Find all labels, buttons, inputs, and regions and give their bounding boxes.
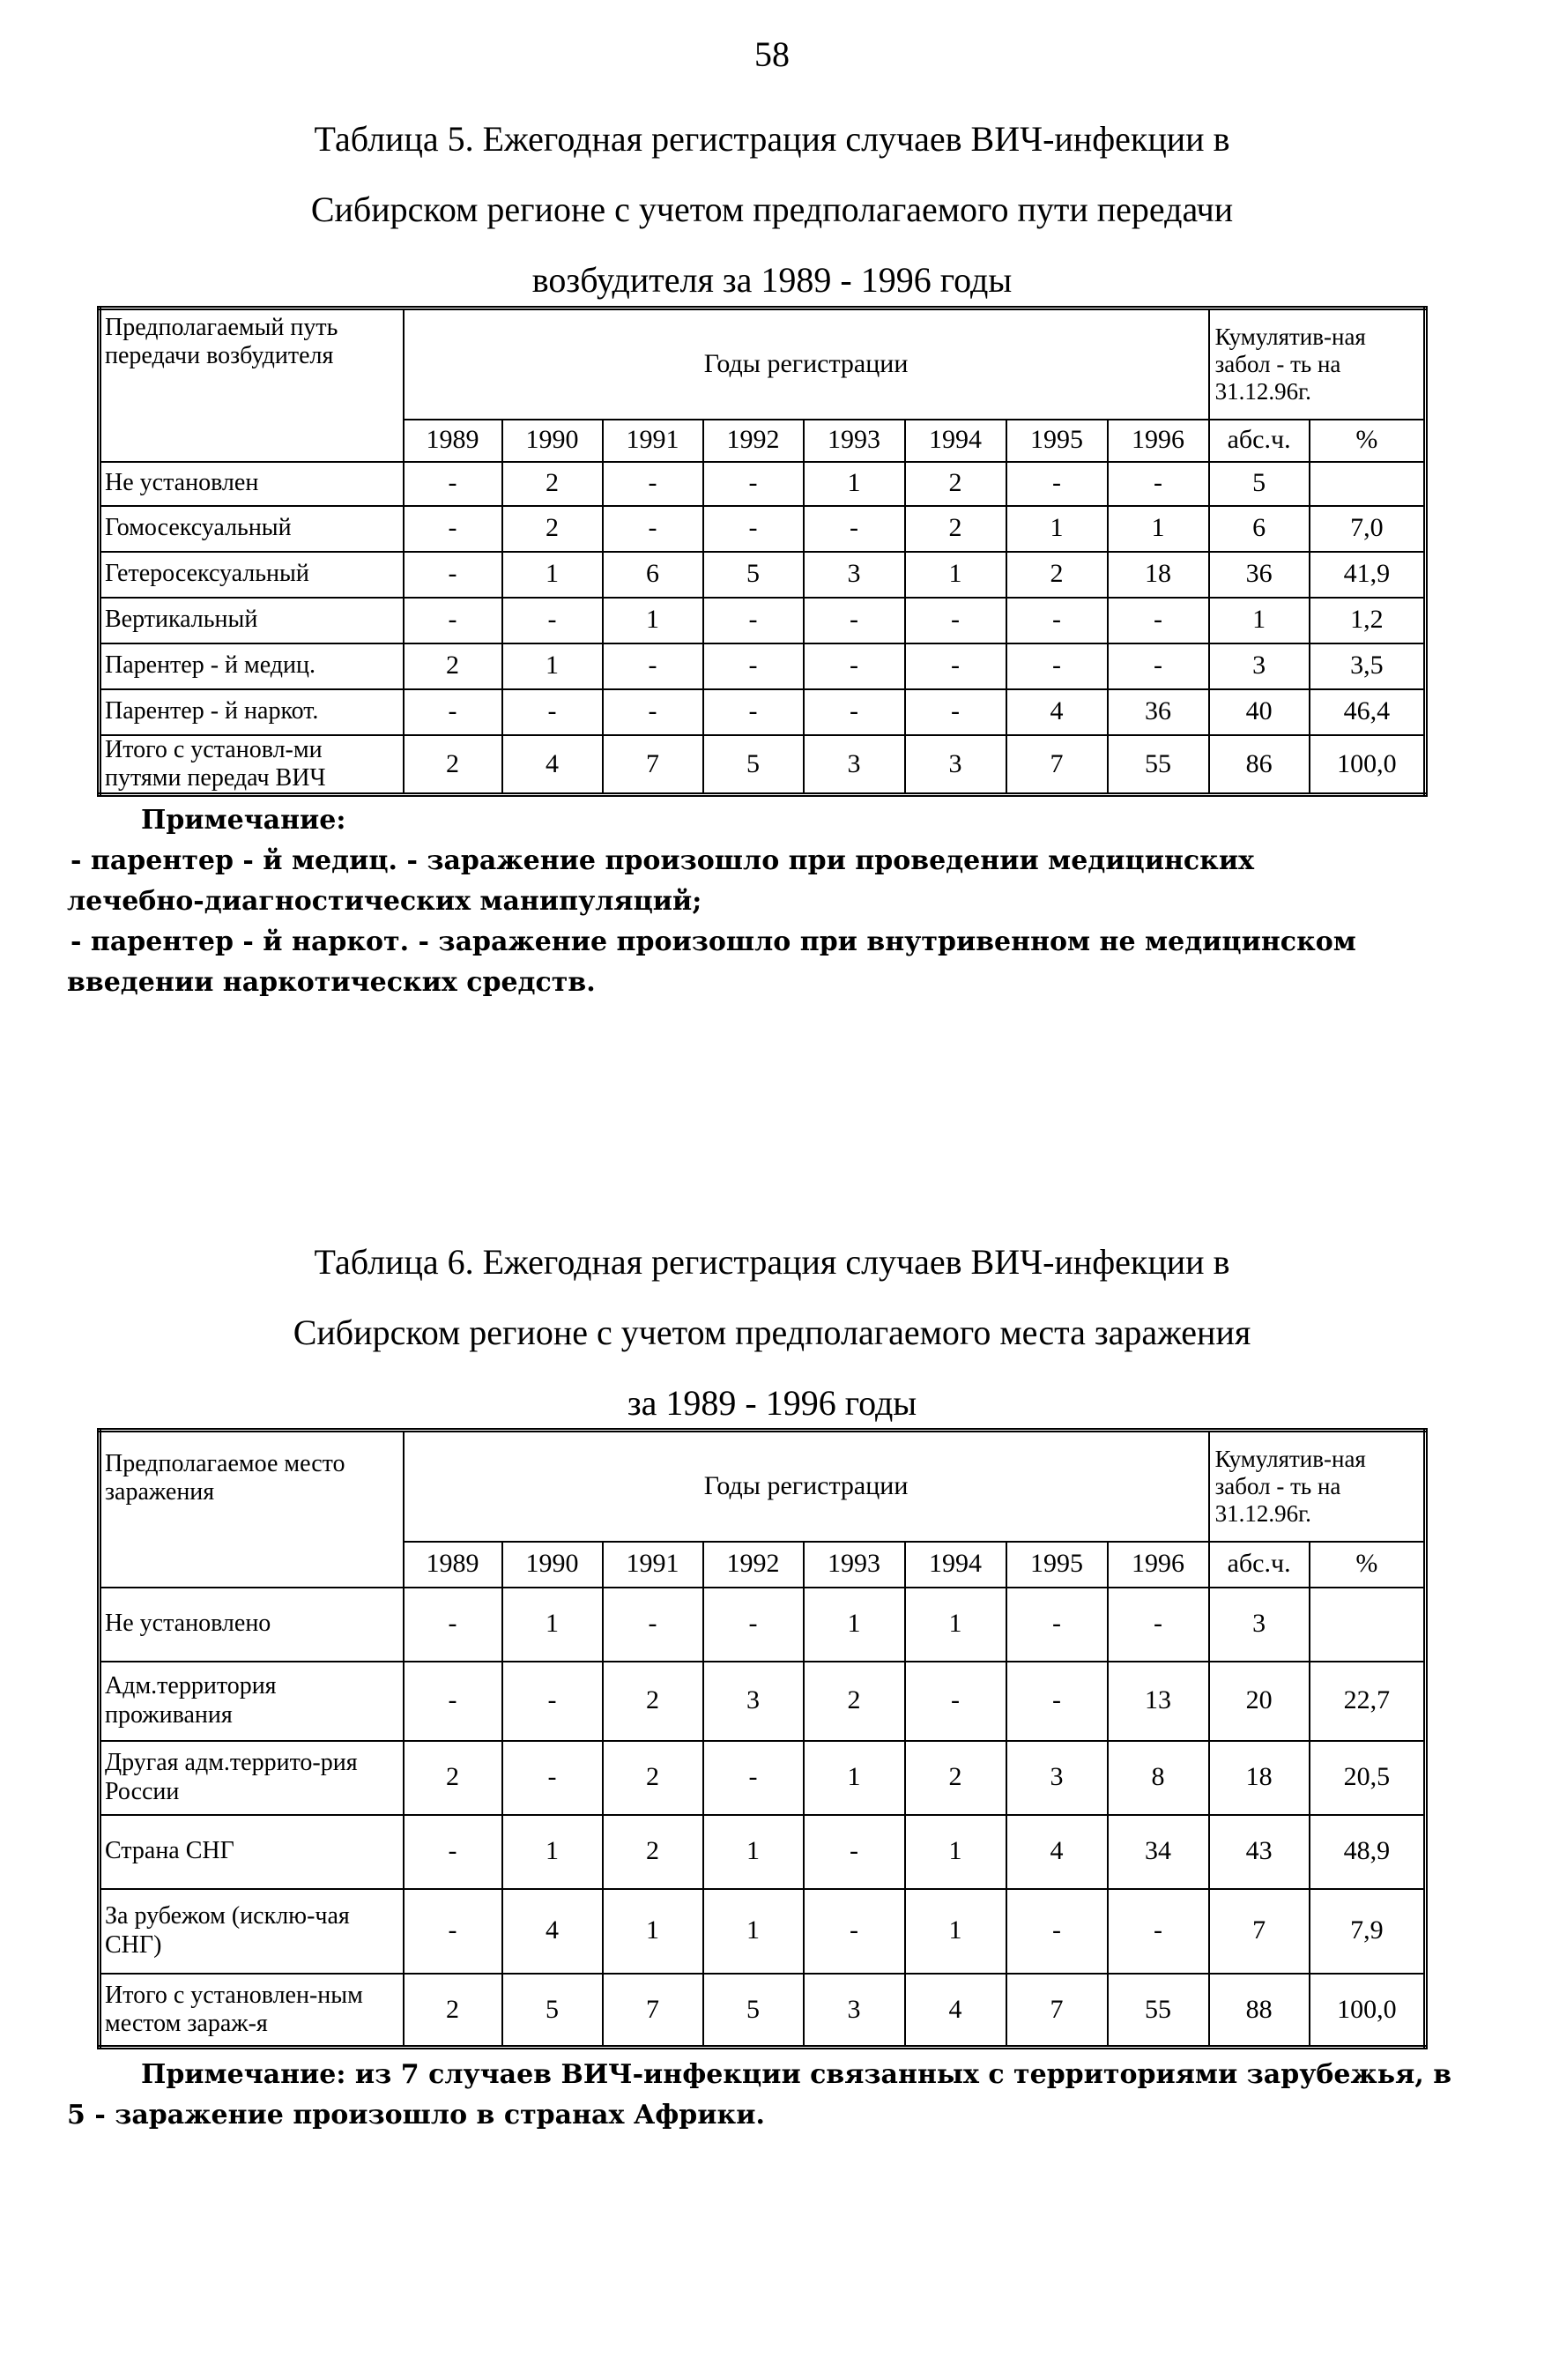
- table5-cell: 36: [1108, 689, 1209, 735]
- table5-cell: 86: [1209, 735, 1310, 795]
- table5-cell: 41,9: [1310, 552, 1426, 598]
- table5-cell: -: [603, 462, 703, 506]
- table6-cell: 8: [1108, 1741, 1209, 1815]
- table6-cell: 34: [1108, 1815, 1209, 1889]
- table6-row-label: Не установлено: [100, 1588, 404, 1662]
- table5-row: [100, 506, 1426, 552]
- table5: [97, 306, 1428, 797]
- table6-cell: -: [703, 1588, 804, 1662]
- table5-year-header: 1989: [404, 420, 502, 462]
- table6-cell: 7: [1006, 1974, 1108, 2048]
- table6-pct-header: %: [1310, 1542, 1426, 1588]
- table6-caption-line: за 1989 - 1996 годы: [627, 1383, 917, 1423]
- table5-cell: 1: [905, 552, 1006, 598]
- table6-cell: 2: [603, 1741, 703, 1815]
- table5-cell: [1310, 462, 1426, 506]
- table5-cell: 1: [804, 462, 905, 506]
- table5-pct-header: %: [1310, 420, 1426, 462]
- table5-cell: -: [404, 689, 502, 735]
- table6-year-header: 1989: [404, 1542, 502, 1588]
- table5-cell: -: [703, 598, 804, 643]
- table6-cell: 88: [1209, 1974, 1310, 2048]
- table5-row: [100, 462, 1426, 506]
- table5-cell: 1: [1108, 506, 1209, 552]
- table5-cell: 7,0: [1310, 506, 1426, 552]
- table6-cell: -: [404, 1889, 502, 1974]
- table6-cell: 18: [1209, 1741, 1310, 1815]
- table5-note-line: - парентер - й медиц. - заражение произошло при проведении медицинских: [71, 845, 1254, 876]
- table6-caption-line: Сибирском регионе с учетом предполагаемого места заражения: [293, 1313, 1251, 1352]
- table5-row-label: Гетеросексуальный: [100, 552, 404, 598]
- table6-row: [100, 1815, 1426, 1889]
- table5-cell: -: [703, 643, 804, 689]
- table5-cell: 7: [603, 735, 703, 795]
- table5-cell: 3: [804, 735, 905, 795]
- table6-cell: -: [804, 1815, 905, 1889]
- table5-cell: -: [703, 506, 804, 552]
- table6-cell: 1: [804, 1741, 905, 1815]
- table6-row: [100, 1741, 1426, 1815]
- table5-year-header: 1993: [804, 420, 905, 462]
- table5-row-label: Парентер - й наркот.: [100, 689, 404, 735]
- table5-cell: 1: [603, 598, 703, 643]
- table6-cell: 2: [603, 1662, 703, 1741]
- table5-cell: -: [502, 598, 603, 643]
- table6-header-years-group: Годы регистрации: [404, 1431, 1209, 1542]
- table5-cell: 6: [1209, 506, 1310, 552]
- table5-cell: -: [905, 643, 1006, 689]
- table6-row: [100, 1889, 1426, 1974]
- table6-cell: 2: [404, 1741, 502, 1815]
- table6-cell: 1: [703, 1889, 804, 1974]
- table5-cell: -: [1108, 598, 1209, 643]
- table5-year-header: 1991: [603, 420, 703, 462]
- table6-cell: 1: [502, 1815, 603, 1889]
- table5-row: [100, 643, 1426, 689]
- table6-row-label: За рубежом (исклю-чая СНГ): [100, 1889, 404, 1974]
- table5-row-label: Итого с установл-ми путями передач ВИЧ: [100, 735, 404, 795]
- table5-cell: -: [905, 689, 1006, 735]
- table5-cell: 1: [502, 643, 603, 689]
- table6-note-line: 5 - заражение произошло в странах Африки.: [67, 2100, 765, 2131]
- table5-cell: 1: [502, 552, 603, 598]
- table6-row-label: Другая адм.террито-рия России: [100, 1741, 404, 1815]
- table6-cell: 1: [603, 1889, 703, 1974]
- table6-cell: 1: [905, 1588, 1006, 1662]
- table5-cell: -: [703, 689, 804, 735]
- table6-caption: [0, 1227, 1544, 1439]
- table5-cell: 46,4: [1310, 689, 1426, 735]
- table6-cell: 48,9: [1310, 1815, 1426, 1889]
- table6-cell: 100,0: [1310, 1974, 1426, 2048]
- table5-cell: 40: [1209, 689, 1310, 735]
- table6-cell: 4: [502, 1889, 603, 1974]
- table5-cell: 2: [502, 506, 603, 552]
- table6-row-label: Адм.территория проживания: [100, 1662, 404, 1741]
- table5-cell: -: [804, 643, 905, 689]
- table6-cell: 2: [404, 1974, 502, 2048]
- table5-cell: -: [404, 462, 502, 506]
- table5-year-header: 1990: [502, 420, 603, 462]
- table5-row-label: Парентер - й медиц.: [100, 643, 404, 689]
- table5-cell: 55: [1108, 735, 1209, 795]
- table5-cell: -: [804, 506, 905, 552]
- table6-cell: 1: [804, 1588, 905, 1662]
- table5-note-line: Примечание:: [141, 805, 346, 836]
- table5-header-first-col: Предполагаемый путь передачи возбудителя: [100, 309, 404, 462]
- table5-year-header: 1992: [703, 420, 804, 462]
- table5-cell: -: [404, 506, 502, 552]
- table5-cell: 4: [1006, 689, 1108, 735]
- table5-body: [100, 462, 1426, 795]
- table5-year-header: 1994: [905, 420, 1006, 462]
- table6-cell: -: [804, 1889, 905, 1974]
- table5-cell: 18: [1108, 552, 1209, 598]
- table6-cell: -: [404, 1588, 502, 1662]
- table6-cell: 4: [905, 1974, 1006, 2048]
- table6-cell: -: [1006, 1662, 1108, 1741]
- table5-cell: -: [404, 598, 502, 643]
- table6-year-header: 1995: [1006, 1542, 1108, 1588]
- table6-cell: 3: [703, 1662, 804, 1741]
- table5-cell: 1: [1209, 598, 1310, 643]
- table6-cell: -: [905, 1662, 1006, 1741]
- table5-cell: -: [905, 598, 1006, 643]
- table6-row: [100, 1662, 1426, 1741]
- table6-row-label: Страна СНГ: [100, 1815, 404, 1889]
- table6-note-line: Примечание: из 7 случаев ВИЧ-инфекции связанных с территориями зарубежья, в: [141, 2059, 1452, 2090]
- table5-cell: 2: [404, 735, 502, 795]
- table5-cell: 5: [1209, 462, 1310, 506]
- table6-cell: -: [502, 1741, 603, 1815]
- table5-cell: 3: [905, 735, 1006, 795]
- table5-cell: 1,2: [1310, 598, 1426, 643]
- table6-cell: -: [1108, 1889, 1209, 1974]
- table6-row: [100, 1588, 1426, 1662]
- table5-cell: -: [502, 689, 603, 735]
- table6-abs-header: абс.ч.: [1209, 1542, 1310, 1588]
- table6-cell: 1: [502, 1588, 603, 1662]
- table6-header-row: [100, 1431, 1426, 1542]
- table5-note-line: лечебно-диагностических манипуляций;: [67, 886, 702, 917]
- table6-year-header: 1991: [603, 1542, 703, 1588]
- table6-caption-line: Таблица 6. Ежегодная регистрация случаев ВИЧ-инфекции в: [314, 1242, 1230, 1282]
- table5-row: [100, 689, 1426, 735]
- table5-cell: -: [1108, 643, 1209, 689]
- table6-cell: -: [1108, 1588, 1209, 1662]
- table5-note: [67, 800, 1477, 1003]
- table6-cell: 3: [1209, 1588, 1310, 1662]
- table6-cell: 43: [1209, 1815, 1310, 1889]
- table6-cell: -: [703, 1741, 804, 1815]
- table6-year-header: 1994: [905, 1542, 1006, 1588]
- table5-abs-header: абс.ч.: [1209, 420, 1310, 462]
- table5-cell: 2: [905, 506, 1006, 552]
- table5-cell: 3,5: [1310, 643, 1426, 689]
- page-number: 58: [754, 34, 790, 74]
- table5-row: [100, 552, 1426, 598]
- table5-row-label: Вертикальный: [100, 598, 404, 643]
- table6-cell: -: [404, 1815, 502, 1889]
- table6-cell: 2: [905, 1741, 1006, 1815]
- table5-row: [100, 735, 1426, 795]
- table5-cell: 5: [703, 552, 804, 598]
- table5-row-label: Не установлен: [100, 462, 404, 506]
- table5-cell: 2: [1006, 552, 1108, 598]
- table5-cell: -: [603, 689, 703, 735]
- table5-cell: 100,0: [1310, 735, 1426, 795]
- table6-cell: 22,7: [1310, 1662, 1426, 1741]
- table5-cell: 3: [1209, 643, 1310, 689]
- table6-cell: 4: [1006, 1815, 1108, 1889]
- table5-caption-line: Сибирском регионе с учетом предполагаемого пути передачи: [310, 190, 1234, 229]
- table5-cell: 2: [404, 643, 502, 689]
- table5-header-row: [100, 309, 1426, 420]
- table5-cell: -: [603, 643, 703, 689]
- table6-cell: 13: [1108, 1662, 1209, 1741]
- table6-cell: 7: [603, 1974, 703, 2048]
- table5-note-line: введении наркотических средств.: [67, 967, 596, 998]
- table5-cell: -: [804, 689, 905, 735]
- table6-note: [67, 2055, 1477, 2136]
- table5-row: [100, 598, 1426, 643]
- table5-cell: 5: [703, 735, 804, 795]
- table6-row-label: Итого с установлен-ным местом зараж-я: [100, 1974, 404, 2048]
- table6-body: [100, 1588, 1426, 2048]
- table5-cell: 7: [1006, 735, 1108, 795]
- table6-cell: 1: [905, 1815, 1006, 1889]
- table6-cell: -: [1006, 1889, 1108, 1974]
- table5-cell: -: [1006, 598, 1108, 643]
- table5-cell: 1: [1006, 506, 1108, 552]
- table5-cell: 2: [502, 462, 603, 506]
- table5-cell: -: [1006, 462, 1108, 506]
- table6-year-header: 1996: [1108, 1542, 1209, 1588]
- table5-cell: -: [603, 506, 703, 552]
- table5-cell: 3: [804, 552, 905, 598]
- table6-cell: 20: [1209, 1662, 1310, 1741]
- table5-cell: 36: [1209, 552, 1310, 598]
- table5-year-header: 1995: [1006, 420, 1108, 462]
- table5-cell: -: [703, 462, 804, 506]
- table5-year-header: 1996: [1108, 420, 1209, 462]
- table6-cell: -: [1006, 1588, 1108, 1662]
- table6-cell: 5: [703, 1974, 804, 2048]
- table5-cell: -: [1108, 462, 1209, 506]
- table6-cell: 1: [905, 1889, 1006, 1974]
- table6-cell: 2: [804, 1662, 905, 1741]
- table5-header-years-group: Годы регистрации: [404, 309, 1209, 420]
- table5-header-cumulative: Кумулятив-ная забол - ть на 31.12.96г.: [1209, 309, 1426, 420]
- table6-cell: 1: [703, 1815, 804, 1889]
- table5-note-line: - парентер - й наркот. - заражение произошло при внутривенном не медицинском: [71, 926, 1356, 957]
- table5-cell: 2: [905, 462, 1006, 506]
- table5-caption-line: Таблица 5. Ежегодная регистрация случаев ВИЧ-инфекции в: [314, 119, 1230, 159]
- table6-cell: 3: [804, 1974, 905, 2048]
- table5-cell: 6: [603, 552, 703, 598]
- table6-cell: -: [404, 1662, 502, 1741]
- table6-header-first-col: Предполагаемое место заражения: [100, 1431, 404, 1588]
- table6: [97, 1428, 1428, 2049]
- table5-cell: 4: [502, 735, 603, 795]
- table5-caption: [0, 104, 1544, 316]
- table6-cell: 3: [1006, 1741, 1108, 1815]
- table6-cell: -: [502, 1662, 603, 1741]
- table5-caption-line: возбудителя за 1989 - 1996 годы: [531, 260, 1013, 300]
- table6-cell: -: [603, 1588, 703, 1662]
- table5-row-label: Гомосексуальный: [100, 506, 404, 552]
- table6-cell: 55: [1108, 1974, 1209, 2048]
- table5-cell: -: [404, 552, 502, 598]
- table6-cell: 7: [1209, 1889, 1310, 1974]
- table6-cell: 7,9: [1310, 1889, 1426, 1974]
- table6-cell: 2: [603, 1815, 703, 1889]
- table6-year-header: 1992: [703, 1542, 804, 1588]
- table5-cell: -: [1006, 643, 1108, 689]
- table6-cell: [1310, 1588, 1426, 1662]
- table6-year-header: 1993: [804, 1542, 905, 1588]
- table6-row: [100, 1974, 1426, 2048]
- table5-cell: -: [804, 598, 905, 643]
- table6-cell: 5: [502, 1974, 603, 2048]
- table6-cell: 20,5: [1310, 1741, 1426, 1815]
- table6-header-cumulative: Кумулятив-ная забол - ть на 31.12.96г.: [1209, 1431, 1426, 1542]
- table6-year-header: 1990: [502, 1542, 603, 1588]
